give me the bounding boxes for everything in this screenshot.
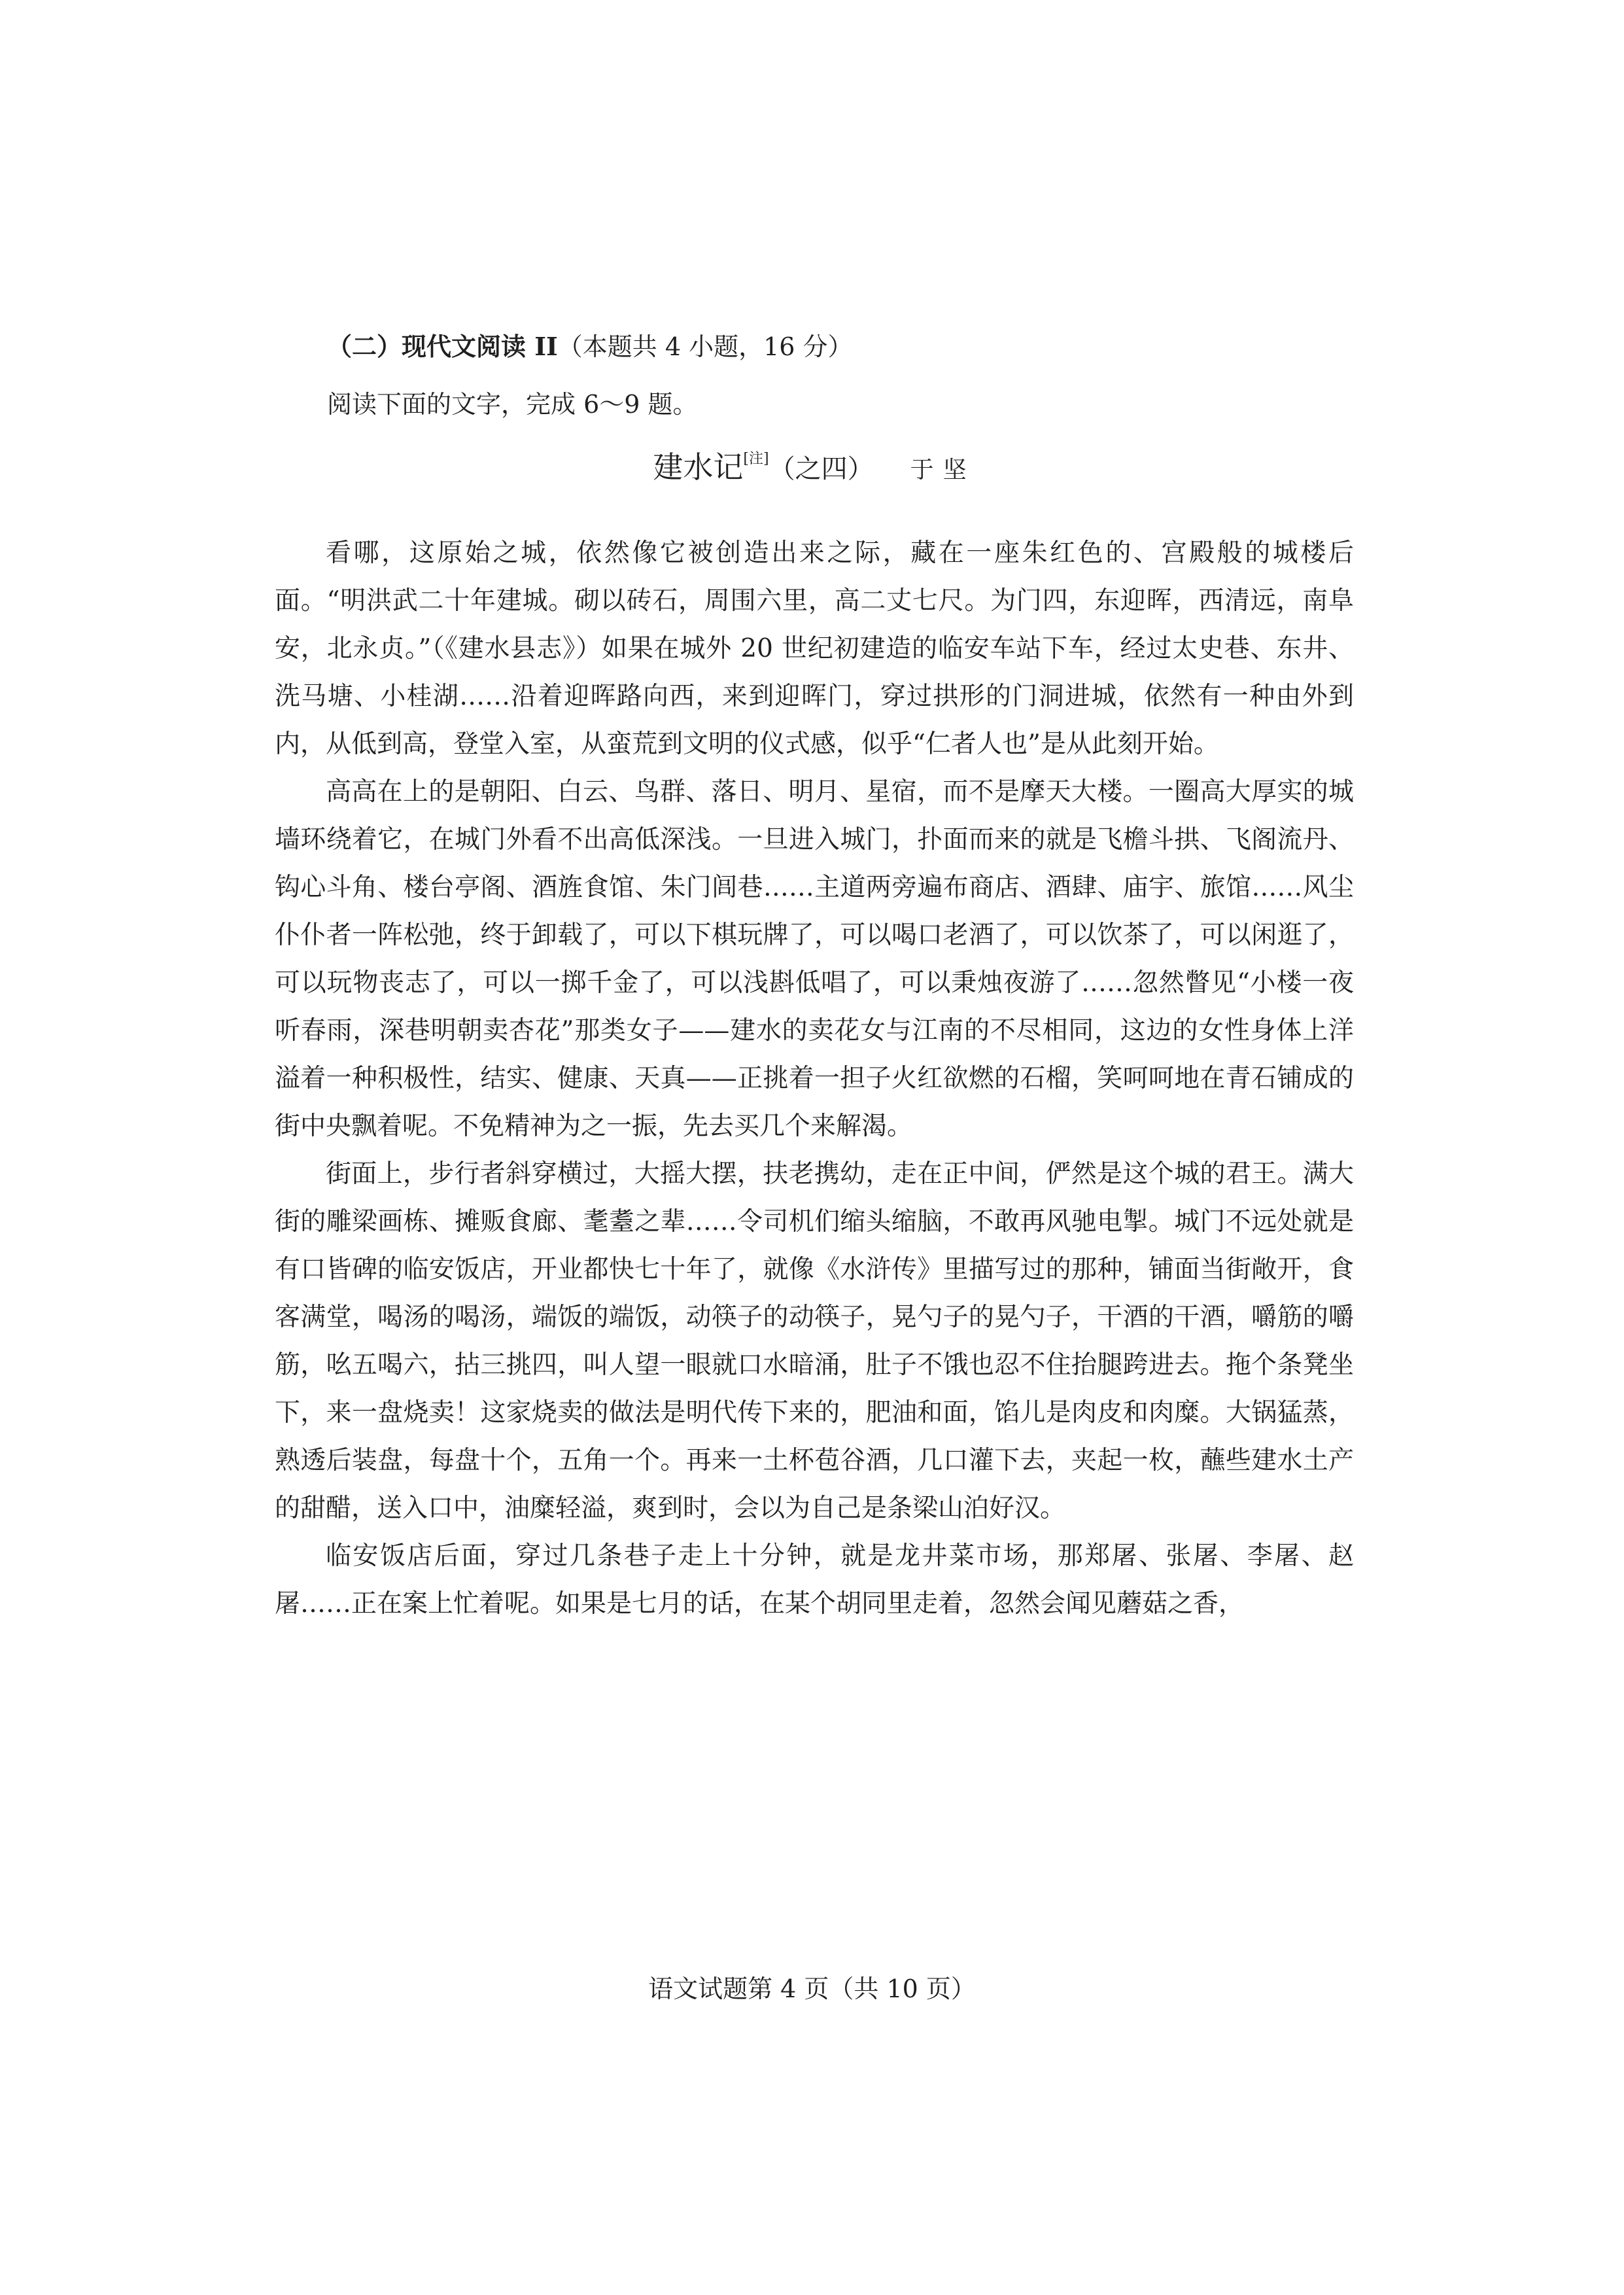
paragraph-1: 看哪，这原始之城，依然像它被创造出来之际，藏在一座朱红色的、宫殿般的城楼后面。“明洪武二十年建城。砌以砖石，周围六里，高二丈七尺。为门四，东迎晖，西清远，南阜安，北永贞。”（《建水县志》）如果在城外 20 世纪初建造的临安车站下车，经过太史巷、东井、洗马塘、小桂湖……沿着迎晖路向西，来到迎晖门，穿过拱形的门洞进城，依然有一种由外到内，从低到高，登堂入室，从蛮荒到文明的仪式感，似乎“仁者人也”是从此刻开始。: [275, 538, 1354, 759]
section-heading-bold: （二）现代文阅读 II: [327, 332, 558, 361]
note-mark: [注]: [743, 451, 769, 467]
page-content: [275, 327, 1354, 1628]
article-title-row: [275, 433, 1354, 497]
section-heading: [327, 327, 1354, 366]
article-author: 于坚: [910, 457, 976, 483]
page-footer: 语文试题第 4 页（共 10 页）: [648, 1974, 976, 2003]
reading-instruction: 阅读下面的文字，完成 6～9 题。: [327, 390, 698, 419]
paragraph-3: 街面上，步行者斜穿横过，大摇大摆，扶老携幼，走在正中间，俨然是这个城的君王。满大街的雕梁画栋、摊贩食廊、耄耋之辈……令司机们缩头缩脑，不敢再风驰电掣。城门不远处就是有口皆碑的临安饭店，开业都快七十年了，就像《水浒传》里描写过的那种，铺面当街敞开，食客满堂，喝汤的喝汤，端饭的端饭，动筷子的动筷子，晃勺子的晃勺子，干酒的干酒，嚼筋的嚼筋，吆五喝六，拈三挑四，叫人望一眼就口水暗涌，肚子不饿也忍不住抬腿跨进去。拖个条凳坐下，来一盘烧卖！这家烧卖的做法是明代传下来的，肥油和面，馅儿是肉皮和肉糜。大锅猛蒸，熟透后装盘，每盘十个，五角一个。再来一土杯苞谷酒，几口灌下去，夹起一枚，蘸些建水土产的甜醋，送入口中，油糜轻溢，爽到时，会以为自己是条梁山泊好汉。: [275, 1159, 1354, 1523]
paragraph-4: 临安饭店后面，穿过几条巷子走上十分钟，就是龙井菜市场，那郑屠、张屠、李屠、赵屠……正在案上忙着呢。如果是七月的话，在某个胡同里走着，忽然会闻见蘑菇之香，: [275, 1541, 1354, 1619]
paragraph-2: 高高在上的是朝阳、白云、鸟群、落日、明月、星宿，而不是摩天大楼。一圈高大厚实的城墙环绕着它，在城门外看不出高低深浅。一旦进入城门，扑面而来的就是飞檐斗拱、飞阁流丹、钩心斗角、楼台亭阁、酒旌食馆、朱门闾巷……主道两旁遍布商店、酒肆、庙宇、旅馆……风尘仆仆者一阵松弛，终于卸载了，可以下棋玩牌了，可以喝口老酒了，可以饮茶了，可以闲逛了，可以玩物丧志了，可以一掷千金了，可以浅斟低唱了，可以秉烛夜游了……忽然瞥见“小楼一夜听春雨，深巷明朝卖杏花”那类女子——建水的卖花女与江南的不尽相同，这边的女性身体上洋溢着一种积极性，结实、健康、天真——正挑着一担子火红欲燃的石榴，笑呵呵地在青石铺成的街中央飘着呢。不免精神为之一振，先去买几个来解渴。: [275, 777, 1354, 1141]
article-title: 建水记: [653, 449, 744, 485]
article-subtitle: （之四）: [769, 454, 874, 484]
section-heading-note: （本题共 4 小题，16 分）: [557, 332, 853, 361]
